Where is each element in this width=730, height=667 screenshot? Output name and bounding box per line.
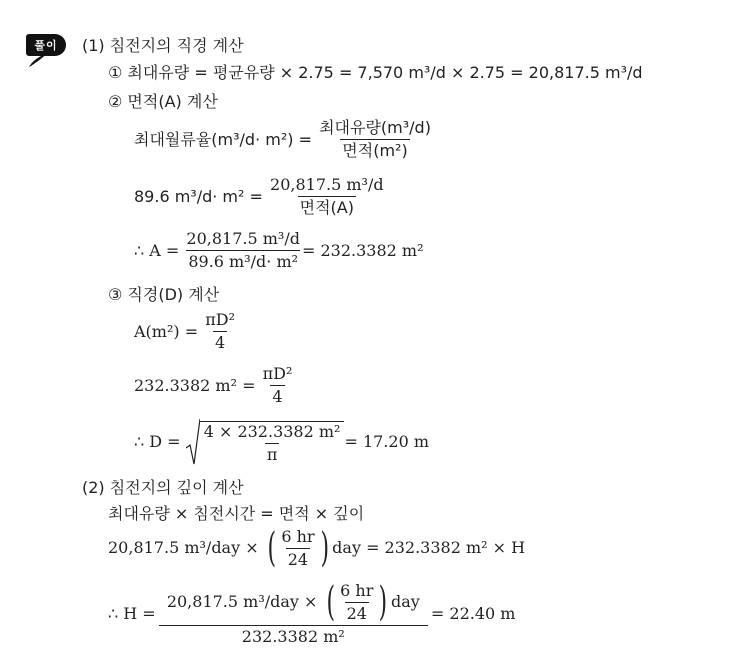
eq-e-fraction bbox=[261, 366, 295, 405]
eq-h-num-rhs: day bbox=[390, 592, 420, 611]
eq-f-denominator: π bbox=[266, 445, 278, 464]
eq-g-lhs: 20,817.5 m³/day × bbox=[108, 538, 259, 557]
eq-c-fraction bbox=[184, 231, 302, 270]
part2-heading: (2) 침전지의 깊이 계산 bbox=[82, 478, 244, 497]
eq-b-denominator: 면적(A) bbox=[299, 198, 354, 217]
eq-c-numerator: 20,817.5 m³/d bbox=[186, 229, 300, 248]
eq-h-denominator: 232.3382 m² bbox=[159, 625, 428, 645]
sqrt-radical bbox=[186, 418, 345, 466]
badge-label: 풀이 bbox=[26, 34, 66, 56]
eq-d-lhs: A(m²) = bbox=[134, 321, 199, 341]
eq-e-numerator: πD² bbox=[262, 364, 293, 383]
eq-h-fraction bbox=[161, 579, 426, 646]
step2-heading: ② 면적(A) 계산 bbox=[108, 92, 218, 111]
eq-f-rhs: = 17.20 m bbox=[344, 432, 430, 451]
eq-g-rhs: day = 232.3382 m² × H bbox=[332, 538, 526, 557]
eq-g-fraction bbox=[279, 526, 316, 569]
eq-d-numerator: πD² bbox=[205, 310, 235, 329]
eq-h-inner-numerator: 6 hr bbox=[340, 580, 374, 600]
equation-area-substitute bbox=[134, 177, 386, 216]
eq-c-lhs: ∴ A = bbox=[134, 240, 180, 260]
step1-line: ① 최대유량 = 평균유량 × 2.75 = 7,570 m³/d × 2.75 = 20,817.5 m³/d bbox=[108, 63, 643, 82]
eq-f-lhs: ∴ D = bbox=[134, 432, 181, 451]
solution-badge bbox=[26, 34, 66, 70]
eq-h-inner-denominator: 24 bbox=[346, 603, 367, 623]
eq-e-denominator: 4 bbox=[272, 387, 283, 406]
eq-d-denominator: 4 bbox=[215, 333, 226, 352]
eq-f-numerator: 4 × 232.3382 m² bbox=[203, 422, 341, 441]
eq-b-fraction bbox=[268, 177, 386, 216]
part2-relation: 최대유량 × 침전시간 = 면적 × 깊이 bbox=[108, 504, 365, 523]
eq-h-numerator: 20,817.5 m³/day × ( $\frac{6 hr}{24}$ ) day bbox=[166, 579, 420, 625]
eq-a-denominator: 면적(m²) bbox=[342, 141, 408, 160]
eq-h-num-lhs: 20,817.5 m³/day × bbox=[166, 592, 318, 611]
eq-c-denominator: 89.6 m³/d· m² bbox=[188, 252, 299, 271]
equation-area-formula bbox=[134, 312, 237, 351]
eq-d-fraction bbox=[203, 312, 237, 351]
equation-overflow-rate bbox=[134, 120, 433, 159]
eq-h-lhs: ∴ H = bbox=[108, 603, 156, 623]
equation-area-value bbox=[134, 366, 294, 405]
pen-icon bbox=[28, 52, 50, 68]
step3-heading: ③ 직경(D) 계산 bbox=[108, 285, 220, 304]
eq-a-numerator: 최대유량(m³/d) bbox=[319, 118, 431, 137]
eq-b-lhs: 89.6 m³/d· m² = bbox=[134, 186, 263, 206]
equation-area-result bbox=[134, 231, 423, 270]
equation-depth-result bbox=[108, 579, 516, 646]
equation-depth-relation: 20,817.5 m³/day × ( $\frac{6 hr}{24}$ ) day = 232.3382 m² × H bbox=[108, 525, 526, 571]
eq-g-denominator: 24 bbox=[287, 549, 309, 569]
eq-g-numerator: 6 hr bbox=[281, 526, 315, 546]
eq-f-fraction bbox=[202, 424, 343, 463]
eq-a-lhs: 최대월류율(m³/d· m²) = bbox=[134, 129, 312, 149]
eq-h-rhs: = 22.40 m bbox=[430, 603, 516, 623]
eq-b-numerator: 20,817.5 m³/d bbox=[270, 175, 384, 194]
eq-a-fraction bbox=[317, 120, 433, 159]
eq-e-lhs: 232.3382 m² = bbox=[134, 375, 256, 395]
equation-diameter-result bbox=[134, 418, 429, 466]
eq-c-rhs: = 232.3382 m² bbox=[301, 240, 424, 260]
part1-heading: (1) 침전지의 직경 계산 bbox=[82, 36, 244, 55]
eq-h-inner-fraction bbox=[338, 580, 375, 623]
radical-sign-icon bbox=[186, 418, 200, 466]
